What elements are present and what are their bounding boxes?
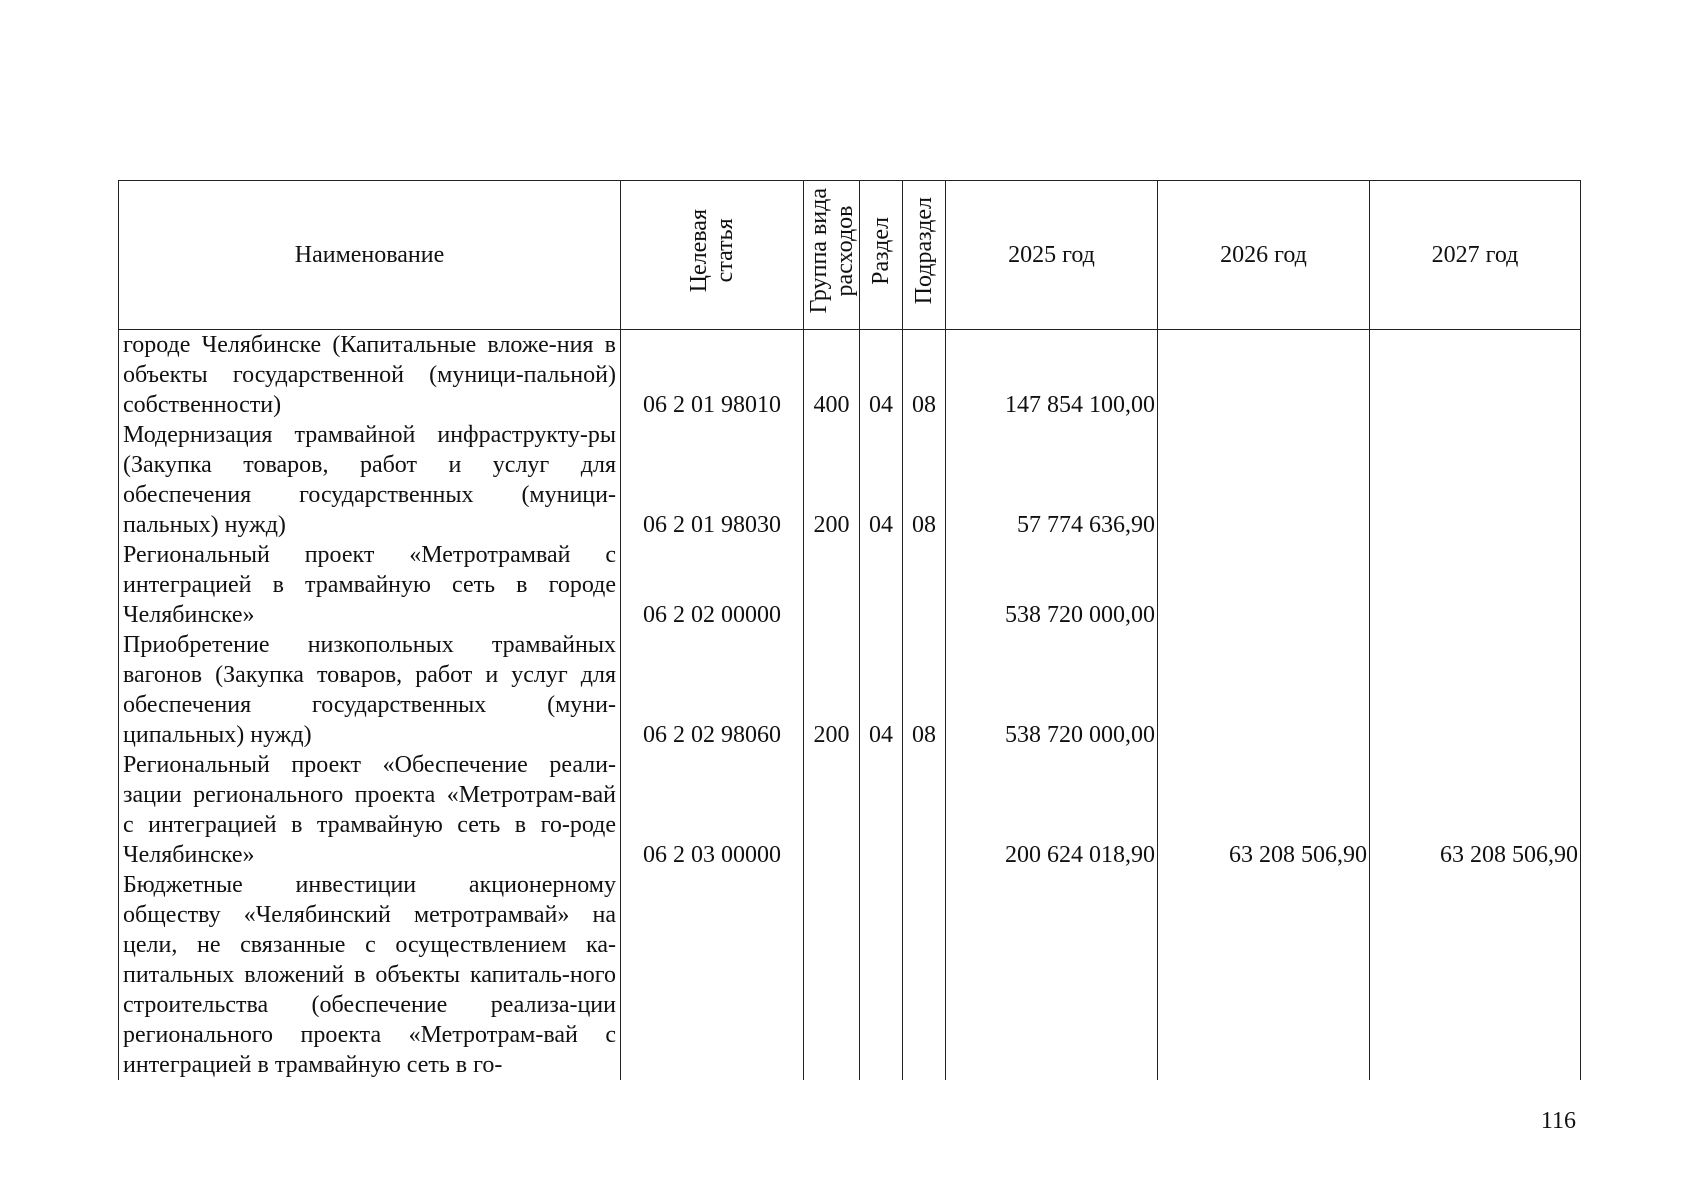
row-subsection	[903, 750, 946, 870]
table-row	[119, 420, 1581, 540]
header-y2025: 2025 год	[946, 181, 1158, 330]
header-name-label: Наименование	[294, 242, 445, 268]
row-name: городе Челябинске (Капитальные вложе-ния в объекты государственной (муници-пальной) собственности)	[119, 330, 621, 421]
row-y2027	[1370, 540, 1581, 630]
row-section	[860, 540, 903, 630]
row-article	[621, 870, 804, 1080]
header-row	[119, 181, 1581, 330]
row-name: Приобретение низкопольных трамвайных вагонов (Закупка товаров, работ и услуг для обеспечения государственных (муни-ципальных) нужд)	[119, 630, 621, 750]
row-y2026: 63 208 506,90	[1158, 750, 1370, 870]
row-subsection: 08	[903, 630, 946, 750]
row-y2026	[1158, 420, 1370, 540]
row-y2026	[1158, 330, 1370, 421]
row-y2027	[1370, 330, 1581, 421]
table-header	[119, 181, 1581, 330]
table-row	[119, 330, 1581, 421]
row-name: Бюджетные инвестиции акционерному обществу «Челябинский метротрамвай» на цели, не связанные с осуществлением ка-питальных вложений в объекты капиталь-ного строительства (обеспечение реализа-ции регионального проекта «Метротрам-вай с интеграцией в трамвайную сеть в го-	[119, 870, 621, 1080]
row-article: 06 2 01 98030	[621, 420, 804, 540]
row-y2027	[1370, 420, 1581, 540]
row-article: 06 2 01 98010	[621, 330, 804, 421]
row-y2026	[1158, 540, 1370, 630]
row-y2025: 200 624 018,90	[946, 750, 1158, 870]
budget-table	[118, 180, 1581, 1080]
row-subsection	[903, 870, 946, 1080]
row-y2025: 538 720 000,00	[946, 630, 1158, 750]
header-subsection-label: Подраздел	[911, 197, 937, 305]
row-section: 04	[860, 630, 903, 750]
row-y2025	[946, 870, 1158, 1080]
table-row	[119, 540, 1581, 630]
row-subsection: 08	[903, 330, 946, 421]
row-y2025: 147 854 100,00	[946, 330, 1158, 421]
header-article-label: Целевая статья	[686, 209, 738, 293]
header-article	[621, 181, 804, 330]
row-name: Региональный проект «Метротрамвай с интеграцией в трамвайную сеть в городе Челябинске»	[119, 540, 621, 630]
row-group	[804, 540, 860, 630]
header-group	[804, 181, 860, 330]
header-section-label: Раздел	[868, 217, 894, 285]
row-article: 06 2 02 00000	[621, 540, 804, 630]
row-section: 04	[860, 330, 903, 421]
header-group-label: Группа вида расходов	[805, 188, 858, 314]
table-body	[119, 330, 1581, 1081]
row-y2027	[1370, 870, 1581, 1080]
table-row	[119, 870, 1581, 1080]
row-y2025: 57 774 636,90	[946, 420, 1158, 540]
row-article: 06 2 02 98060	[621, 630, 804, 750]
table-row	[119, 750, 1581, 870]
row-section	[860, 870, 903, 1080]
page-number: 116	[1540, 1108, 1576, 1134]
row-article: 06 2 03 00000	[621, 750, 804, 870]
row-subsection: 08	[903, 420, 946, 540]
row-name: Региональный проект «Обеспечение реали-зации регионального проекта «Метротрам-вай с интеграцией в трамвайную сеть в го-роде Челябинске»	[119, 750, 621, 870]
header-y2027: 2027 год	[1370, 181, 1581, 330]
row-group: 400	[804, 330, 860, 421]
row-group: 200	[804, 630, 860, 750]
row-y2027: 63 208 506,90	[1370, 750, 1581, 870]
row-section: 04	[860, 420, 903, 540]
header-subsection	[903, 181, 946, 330]
row-section	[860, 750, 903, 870]
row-y2025: 538 720 000,00	[946, 540, 1158, 630]
header-section	[860, 181, 903, 330]
row-group: 200	[804, 420, 860, 540]
row-group	[804, 750, 860, 870]
row-name: Модернизация трамвайной инфраструкту-ры (Закупка товаров, работ и услуг для обеспечения государственных (муници-пальных) нужд)	[119, 420, 621, 540]
header-name	[119, 181, 621, 330]
row-subsection	[903, 540, 946, 630]
row-y2027	[1370, 630, 1581, 750]
row-y2026	[1158, 870, 1370, 1080]
header-y2026: 2026 год	[1158, 181, 1370, 330]
row-y2026	[1158, 630, 1370, 750]
row-group	[804, 870, 860, 1080]
table-row	[119, 630, 1581, 750]
